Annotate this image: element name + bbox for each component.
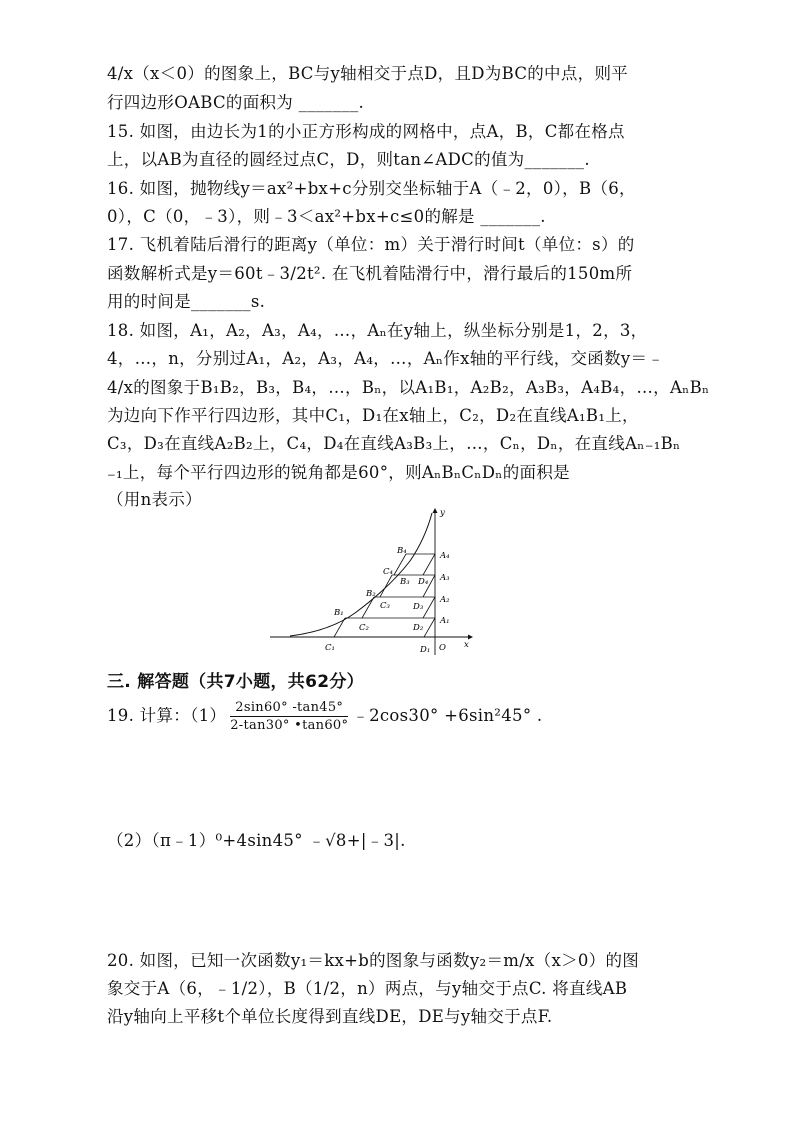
question-15-line-2: 上，以AB为直径的圆经过点C，D，则tan∠ADC的值为_______. [107,150,590,169]
label-c3: C₃ [380,601,390,611]
label-a3: A₃ [440,573,450,583]
question-17-line-1: 17. 飞机着陆后滑行的距离y（单位：m）关于滑行时间t（单位：s）的 [107,235,635,254]
question-19-prefix: 19. 计算：（1） [107,706,227,725]
question-18-line-6: ₋₁上，每个平行四边形的锐角都是60°，则AₙBₙCₙDₙ的面积是 [107,463,570,482]
section-heading: 三. 解答题（共7小题，共62分） [107,672,364,692]
question-18-line-5: C₃，D₃在直线A₂B₂上，C₄，D₄在直线A₃B₃上，…，Cₙ，Dₙ，在直线Aₙ₋₁Bₙ [107,434,681,453]
fraction-numerator: 2sin60° -tan45° [230,700,348,717]
question-19-fraction [230,700,348,733]
question-19-part-2: （2）（π﹣1）⁰+4sin45° ﹣√8+|﹣3|. [107,831,406,850]
question-17-line-2: 函数解析式是y＝60t﹣3/2t². 在飞机着陆滑行中，滑行最后的150m所 [107,264,633,283]
question-19-suffix: ﹣2cos30° +6sin²45° . [352,706,543,725]
parallelogram-figure [270,505,475,655]
label-b1: B₁ [334,608,344,618]
label-c4: C₄ [383,567,393,577]
question-20-line-3: 沿y轴向上平移t个单位长度得到直线DE，DE与y轴交于点F. [107,1007,553,1026]
label-c1: C₁ [325,643,335,653]
x-axis-label: x [464,640,469,650]
label-a1: A₁ [440,616,450,626]
question-18-line-4: 为边向下作平行四边形，其中C₁，D₁在x轴上，C₂，D₂在直线A₁B₁上， [107,406,639,425]
question-18-line-1: 18. 如图，A₁，A₂，A₃，A₄，…，Aₙ在y轴上，纵坐标分别是1，2，3， [107,321,648,340]
y-axis-label: y [440,508,445,518]
text-line-2: 行四边形OABC的面积为 _______. [107,93,365,112]
label-d2: D₂ [413,623,424,633]
question-19-part-1 [107,699,542,733]
question-20-line-1: 20. 如图，已知一次函数y₁＝kx+b的图象与函数y₂＝m/x（x＞0）的图 [107,951,640,970]
label-d3: D₃ [413,602,424,612]
question-17-line-3: 用的时间是_______s. [107,292,266,311]
origin-label: O [439,643,446,653]
question-16-line-2: 0），C（0，﹣3），则﹣3＜ax²+bx+c≤0的解是 _______. [107,207,546,226]
label-b3: B₃ [400,577,410,587]
label-b4: B₄ [397,546,407,556]
question-18-line-2: 4，…，n，分别过A₁，A₂，A₃，A₄，…，Aₙ作x轴的平行线，交函数y＝﹣ [107,349,665,368]
label-a4: A₄ [440,551,450,561]
question-15-line-1: 15. 如图，由边长为1的小正方形构成的网格中，点A，B，C都在格点 [107,122,625,141]
label-c2: C₂ [359,623,369,633]
label-d1: D₁ [420,645,431,655]
question-18-line-3: 4/x的图象于B₁B₂，B₃，B₄，…，Bₙ，以A₁B₁，A₂B₂，A₃B₃，A₄B₄，…，AₙBₙ [107,378,710,397]
question-20-line-2: 象交于A（6，﹣1/2），B（1/2，n）两点，与y轴交于点C. 将直线AB [107,979,628,998]
label-b2: B₂ [366,589,376,599]
label-a2: A₂ [440,595,450,605]
label-d4: D₄ [418,577,429,587]
text-line-1: 4/x（x＜0）的图象上，BC与y轴相交于点D，且D为BC的中点，则平 [107,64,629,83]
question-18-line-7: （用n表示） [107,490,202,509]
question-16-line-1: 16. 如图，抛物线y＝ax²+bx+c分别交坐标轴于A（﹣2，0），B（6， [107,179,636,198]
fraction-denominator: 2-tan30° •tan60° [230,718,349,733]
